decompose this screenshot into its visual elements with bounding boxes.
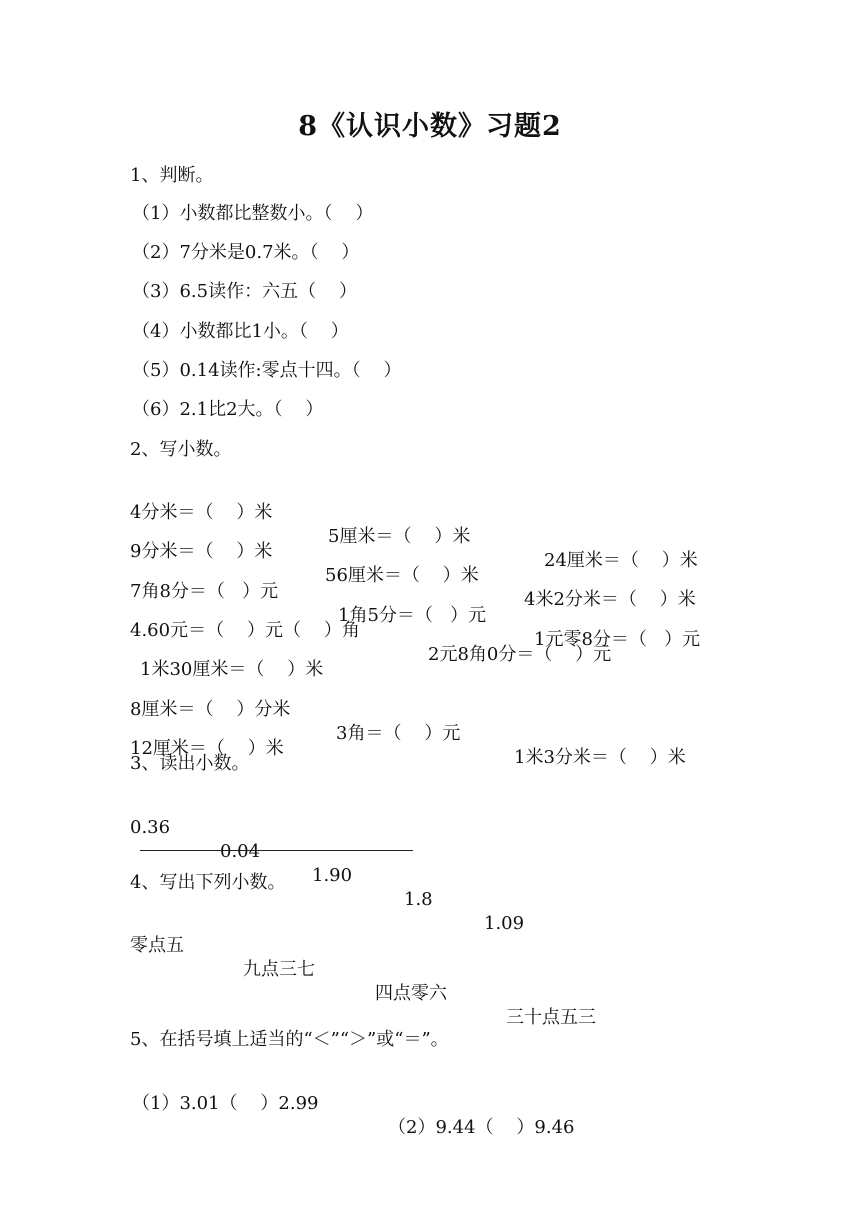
q2-item: 9分米＝（ ）米 xyxy=(130,541,273,562)
q2-item: 3角＝（ ）元 xyxy=(336,723,461,744)
q1-heading: 1、判断。 xyxy=(130,165,214,186)
q2-row-5 xyxy=(140,634,324,682)
q5-item: （1）3.01（ ）2.99 xyxy=(132,1093,319,1114)
decimal-word: 四点零六 xyxy=(375,983,447,1004)
q2-item: 1米30厘米＝（ ）米 xyxy=(140,659,324,680)
q1-item-1: （1）小数都比整数小。（ ） xyxy=(132,203,374,224)
q2-item: 2元8角0分＝（ ）元 xyxy=(428,644,612,665)
q4-heading: 4、写出下列小数。 xyxy=(130,872,286,893)
q1-item-2: （2）7分米是0.7米。（ ） xyxy=(132,242,360,263)
decimal-word: 零点五 xyxy=(130,935,184,956)
q2-item: 8厘米＝（ ）分米 xyxy=(130,699,291,720)
q2-item: 1元零8分＝（ ）元 xyxy=(534,629,701,650)
q2-item: 4.60元＝（ ）元（ ）角 xyxy=(130,620,360,641)
q2-item: 24厘米＝（ ）米 xyxy=(544,550,698,571)
q1-item-4: （4）小数都比1小。（ ） xyxy=(132,321,349,342)
q2-heading: 2、写小数。 xyxy=(130,439,232,460)
q2-item: 1米3分米＝（ ）米 xyxy=(514,747,686,768)
answer-line xyxy=(140,850,413,851)
q5-items xyxy=(132,1068,575,1140)
q2-item: 5厘米＝（ ）米 xyxy=(328,526,471,547)
decimal-word: 三十点五三 xyxy=(506,1007,596,1028)
q1-item-5: （5）0.14读作:零点十四。（ ） xyxy=(132,360,402,381)
decimal-word: 九点三七 xyxy=(243,959,315,980)
decimal-number: 0.04 xyxy=(220,841,261,862)
page-title: 8《认识小数》习题2 xyxy=(298,111,562,142)
q2-item: 1角5分＝（ ）元 xyxy=(338,605,487,626)
q5-heading: 5、在括号填上适当的“＜”“＞”或“＝”。 xyxy=(130,1029,449,1050)
q2-item: 4分米＝（ ）米 xyxy=(130,502,273,523)
q2-item: 12厘米＝（ ）米 xyxy=(130,738,284,759)
decimal-number: 0.36 xyxy=(130,817,171,838)
decimal-number: 1.09 xyxy=(484,913,525,934)
q1-item-3: （3）6.5读作：六五（ ） xyxy=(132,281,357,302)
q1-item-6: （6）2.1比2大。（ ） xyxy=(132,399,324,420)
q2-item: 4米2分米＝（ ）米 xyxy=(524,589,696,610)
q2-item: 7角8分＝（ ）元 xyxy=(130,581,279,602)
q3-heading: 3、读出小数。 xyxy=(130,753,250,774)
decimal-number: 1.90 xyxy=(312,865,353,886)
decimal-number: 1.8 xyxy=(404,889,433,910)
q2-item: 56厘米＝（ ）米 xyxy=(325,565,479,586)
q5-item: （2）9.44（ ）9.46 xyxy=(388,1117,575,1138)
